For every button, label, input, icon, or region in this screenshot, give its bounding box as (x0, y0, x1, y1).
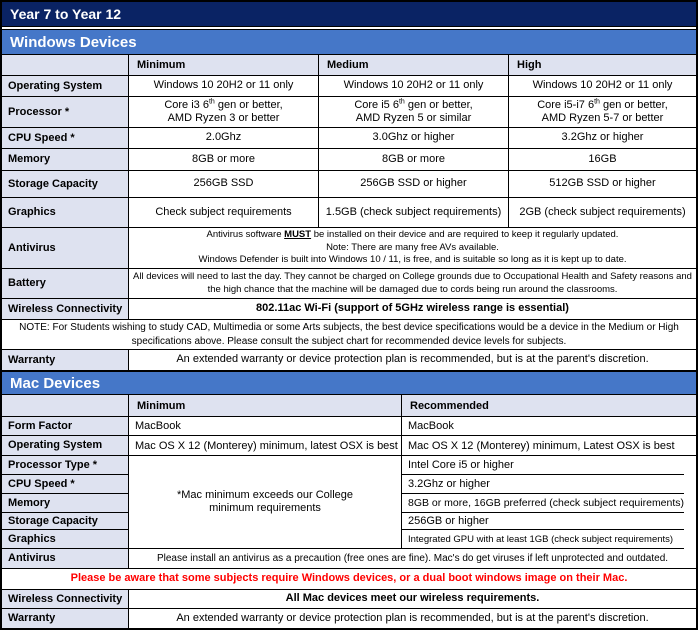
mac-os-minimum: Mac OS X 12 (Monterey) minimum, latest OSX is best (129, 436, 402, 456)
row-windows-note (2, 320, 696, 350)
antivirus-line3: Windows Defender is built into Windows 10 / 11, is free, and is suitable so long as it is kept up to date. (198, 254, 627, 266)
row-windows-antivirus (2, 228, 696, 269)
blank-corner-cell (2, 395, 129, 417)
mac-form-factor-recommended: MacBook (402, 417, 696, 436)
windows-graphics-label: Graphics (2, 198, 129, 228)
windows-processor-label: Processor * (2, 97, 129, 128)
mac-processor-type-recommended: Intel Core i5 or higher (402, 456, 684, 475)
row-windows-storage (2, 171, 696, 198)
row-mac-form-factor (2, 417, 696, 436)
mac-warranty-label: Warranty (2, 609, 129, 628)
windows-warranty-label: Warranty (2, 350, 129, 371)
mac-storage-recommended: 256GB or higher (402, 513, 684, 530)
windows-memory-high: 16GB (509, 149, 696, 171)
windows-battery-label: Battery (2, 269, 129, 299)
must-emphasis: MUST (284, 228, 312, 240)
row-windows-memory (2, 149, 696, 171)
row-windows-graphics (2, 198, 696, 228)
row-windows-cpu-speed (2, 128, 696, 149)
row-windows-wireless (2, 299, 696, 320)
windows-cpu-minimum: 2.0Ghz (129, 128, 319, 149)
mac-spec-labels (2, 456, 129, 549)
windows-memory-minimum: 8GB or more (129, 149, 319, 171)
blank-corner-cell (2, 55, 129, 76)
mac-wireless-value: All Mac devices meet our wireless requirements. (129, 590, 696, 609)
mac-os-recommended: Mac OS X 12 (Monterey) minimum, Latest OSX is best (402, 436, 696, 456)
row-mac-wireless (2, 590, 696, 609)
antivirus-line1: Antivirus software MUST be installed on their device and are required to keep it regularly updated. (206, 228, 619, 240)
windows-wireless-label: Wireless Connectivity (2, 299, 129, 320)
mac-form-factor-minimum: MacBook (129, 417, 402, 436)
mac-storage-label: Storage Capacity (2, 513, 129, 530)
windows-wireless-value: 802.11ac Wi-Fi (support of 5GHz wireless range is essential) (129, 299, 696, 320)
row-windows-os (2, 76, 696, 97)
column-header-high: High (509, 55, 696, 76)
mac-graphics-label: Graphics (2, 530, 129, 549)
row-windows-warranty (2, 350, 696, 371)
windows-cpu-label: CPU Speed * (2, 128, 129, 149)
windows-graphics-minimum: Check subject requirements (129, 198, 319, 228)
mac-spec-rows (2, 456, 696, 549)
superscript-th: th (208, 98, 215, 106)
windows-cpu-medium: 3.0Ghz or higher (319, 128, 509, 149)
superscript-th: th (398, 98, 405, 106)
windows-battery-value: All devices will need to last the day. They cannot be charged on College grounds due to Occupational Health and Safety reasons and the high chance that the machine will be damaged due to cords being run around the classrooms. (129, 269, 696, 299)
windows-cpu-high: 3.2Ghz or higher (509, 128, 696, 149)
windows-storage-medium: 256GB SSD or higher (319, 171, 509, 198)
windows-processor-minimum: Core i3 6th gen or better, AMD Ryzen 3 or better (129, 97, 319, 128)
mac-os-label: Operating System (2, 436, 129, 456)
windows-graphics-medium: 1.5GB (check subject requirements) (319, 198, 509, 228)
mac-processor-type-label: Processor Type * (2, 456, 129, 475)
windows-note-text: NOTE: For Students wishing to study CAD, Multimedia or some Arts subjects, the best device specifications would be a device in the Medium or High specifications above. Please consult the subject chart for recommended device levels for subjects. (2, 320, 696, 350)
mac-cpu-speed-label: CPU Speed * (2, 475, 129, 494)
antivirus-line2: Note: There are many free AVs available. (326, 241, 499, 253)
superscript-th: th (594, 98, 600, 106)
mac-graphics-recommended: Integrated GPU with at least 1GB (check subject requirements) (402, 530, 684, 549)
windows-warranty-value: An extended warranty or device protection plan is recommended, but is at the parent's discretion. (129, 350, 696, 371)
mac-antivirus-value: Please install an antivirus as a precaution (free ones are fine). Mac's do get viruses if left unprotected and outdated. (129, 549, 696, 569)
row-windows-battery (2, 269, 696, 299)
windows-antivirus-label: Antivirus (2, 228, 129, 269)
mac-column-header-row (2, 395, 696, 417)
mac-antivirus-label: Antivirus (2, 549, 129, 569)
row-mac-alert (2, 569, 696, 590)
mac-form-factor-label: Form Factor (2, 417, 129, 436)
row-mac-os (2, 436, 696, 456)
mac-recommended-values (402, 456, 684, 549)
row-mac-warranty (2, 609, 696, 628)
mac-column-header-minimum: Minimum (129, 395, 402, 417)
column-header-medium: Medium (319, 55, 509, 76)
windows-os-medium: Windows 10 20H2 or 11 only (319, 76, 509, 97)
mac-minimum-merged-cell: *Mac minimum exceeds our College minimum requirements (129, 456, 402, 549)
windows-os-minimum: Windows 10 20H2 or 11 only (129, 76, 319, 97)
column-header-minimum: Minimum (129, 55, 319, 76)
windows-column-header-row (2, 55, 696, 76)
mac-column-header-recommended: Recommended (402, 395, 696, 417)
mac-wireless-label: Wireless Connectivity (2, 590, 129, 609)
mac-section-header: Mac Devices (2, 371, 696, 395)
windows-os-label: Operating System (2, 76, 129, 97)
windows-processor-medium: Core i5 6th gen or better, AMD Ryzen 5 or similar (319, 97, 509, 128)
row-mac-antivirus (2, 549, 696, 569)
windows-os-high: Windows 10 20H2 or 11 only (509, 76, 696, 97)
row-windows-processor (2, 97, 696, 128)
windows-storage-minimum: 256GB SSD (129, 171, 319, 198)
windows-memory-medium: 8GB or more (319, 149, 509, 171)
mac-warranty-value: An extended warranty or device protection plan is recommended, but is at the parent's discretion. (129, 609, 696, 628)
mac-alert-text: Please be aware that some subjects require Windows devices, or a dual boot windows image on their Mac. (2, 569, 696, 590)
windows-section-header: Windows Devices (2, 30, 696, 55)
page-title: Year 7 to Year 12 (2, 2, 696, 27)
mac-memory-label: Memory (2, 494, 129, 513)
windows-storage-label: Storage Capacity (2, 171, 129, 198)
mac-memory-recommended: 8GB or more, 16GB preferred (check subject requirements) (402, 494, 684, 513)
windows-memory-label: Memory (2, 149, 129, 171)
windows-antivirus-value (129, 228, 696, 269)
windows-graphics-high: 2GB (check subject requirements) (509, 198, 696, 228)
windows-processor-high: Core i5-i7 6th gen or better, AMD Ryzen 5-7 or better (509, 97, 696, 128)
windows-storage-high: 512GB SSD or higher (509, 171, 696, 198)
mac-cpu-speed-recommended: 3.2Ghz or higher (402, 475, 684, 494)
